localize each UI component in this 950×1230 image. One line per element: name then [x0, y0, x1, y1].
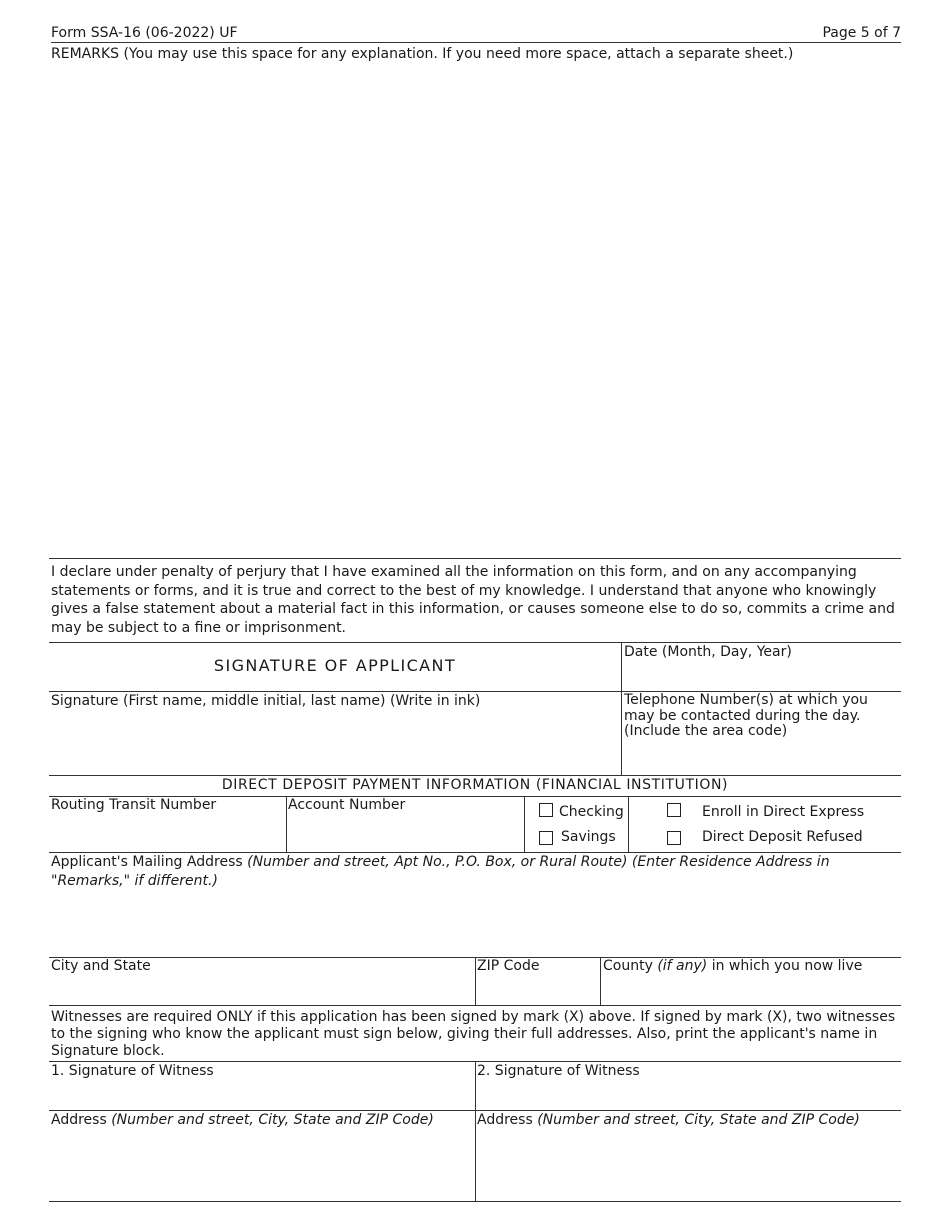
- savings-checkbox[interactable]: [539, 831, 553, 845]
- date-input[interactable]: [624, 664, 896, 686]
- witness-2-address-label: [477, 1112, 860, 1128]
- witness-address-top: [49, 1110, 901, 1111]
- deposit-divider-2: [524, 796, 525, 852]
- perjury-declaration: I declare under penalty of perjury that I have examined all the information on this form, and on any accompanying statements or forms, and it is true and correct to the best of my knowledge. I understand that anyone who knowingly gives a false statement about a material fact in this information, or causes someone else to do so, commits a crime and may be subject to a fine or imprisonment.: [51, 564, 895, 636]
- witness-2-address-plain: Address: [477, 1112, 538, 1128]
- checking-label: Checking: [559, 804, 624, 820]
- witness-divider: [475, 1061, 476, 1201]
- witness-2-signature-label: 2. Signature of Witness: [477, 1063, 640, 1079]
- county-input[interactable]: [603, 978, 896, 1002]
- witness-1-address-label: [51, 1112, 434, 1128]
- routing-number-label: Routing Transit Number: [51, 797, 217, 813]
- zip-county-divider: [600, 957, 601, 1005]
- witness-2-signature-input[interactable]: [478, 1083, 896, 1107]
- county-label-part1: County: [603, 958, 658, 974]
- account-number-label: Account Number: [288, 797, 406, 813]
- form-bottom-rule: [49, 1201, 901, 1202]
- witness-1-signature-label: 1. Signature of Witness: [51, 1063, 214, 1079]
- county-label: [603, 958, 862, 974]
- declaration-top-rule: [49, 558, 901, 559]
- signature-block-top: [49, 642, 901, 643]
- checking-checkbox[interactable]: [539, 803, 553, 817]
- county-label-part2: in which you now live: [707, 958, 863, 974]
- deposit-refused-label: Direct Deposit Refused: [702, 829, 863, 845]
- date-label: Date (Month, Day, Year): [624, 644, 792, 660]
- signature-input[interactable]: [51, 714, 616, 770]
- mailing-address-label-italic: (Number and street, Apt No., P.O. Box, or Rural Route) (Enter Residence Address in "Remarks," if different.): [51, 854, 830, 889]
- direct-deposit-heading: DIRECT DEPOSIT PAYMENT INFORMATION (FINANCIAL INSTITUTION): [221, 777, 729, 793]
- witness-2-address-input[interactable]: [478, 1132, 896, 1196]
- zip-code-label: ZIP Code: [477, 958, 540, 974]
- zip-code-input[interactable]: [478, 978, 596, 1002]
- witness-2-address-italic: (Number and street, City, State and ZIP Code): [537, 1112, 860, 1128]
- telephone-label: Telephone Number(s) at which you may be contacted during the day. (Include the area code): [624, 692, 868, 739]
- savings-label: Savings: [561, 829, 616, 845]
- deposit-top-rule: [49, 775, 901, 776]
- deposit-refused-checkbox[interactable]: [667, 831, 681, 845]
- city-zip-divider: [475, 957, 476, 1005]
- city-state-label: City and State: [51, 958, 151, 974]
- signature-block-divider: [621, 642, 622, 775]
- remarks-field[interactable]: [51, 68, 901, 553]
- routing-number-input[interactable]: [51, 818, 281, 846]
- witness-1-address-italic: (Number and street, City, State and ZIP Code): [111, 1112, 434, 1128]
- page-number: Page 5 of 7: [822, 25, 901, 41]
- signature-heading: SIGNATURE OF APPLICANT: [213, 656, 457, 675]
- deposit-divider-3: [628, 796, 629, 852]
- signature-label: Signature (First name, middle initial, last name) (Write in ink): [51, 693, 481, 709]
- direct-express-checkbox[interactable]: [667, 803, 681, 817]
- remarks-label: REMARKS (You may use this space for any explanation. If you need more space, attach a separate sheet.): [51, 46, 794, 62]
- witness-note-top: [49, 1005, 901, 1006]
- mailing-address-label: [51, 853, 886, 891]
- account-number-input[interactable]: [289, 818, 519, 846]
- form-id: Form SSA-16 (06-2022) UF: [51, 25, 238, 41]
- mailing-address-input[interactable]: [51, 898, 896, 952]
- telephone-input[interactable]: [624, 744, 896, 770]
- direct-express-label: Enroll in Direct Express: [702, 804, 865, 820]
- witness-1-address-plain: Address: [51, 1112, 112, 1128]
- witness-1-signature-input[interactable]: [51, 1083, 470, 1107]
- city-state-input[interactable]: [51, 978, 470, 1002]
- header-divider: [51, 42, 901, 43]
- mailing-address-label-plain: Applicant's Mailing Address: [51, 854, 248, 870]
- deposit-divider-1: [286, 796, 287, 852]
- witness-1-address-input[interactable]: [51, 1132, 470, 1196]
- county-label-italic: (if any): [657, 958, 708, 974]
- witness-note: Witnesses are required ONLY if this application has been signed by mark (X) above. If signed by mark (X), two witnesses to the signing who know the applicant must sign below, giving their full addresses. Also, print the applicant's name in Signature block.: [51, 1009, 896, 1059]
